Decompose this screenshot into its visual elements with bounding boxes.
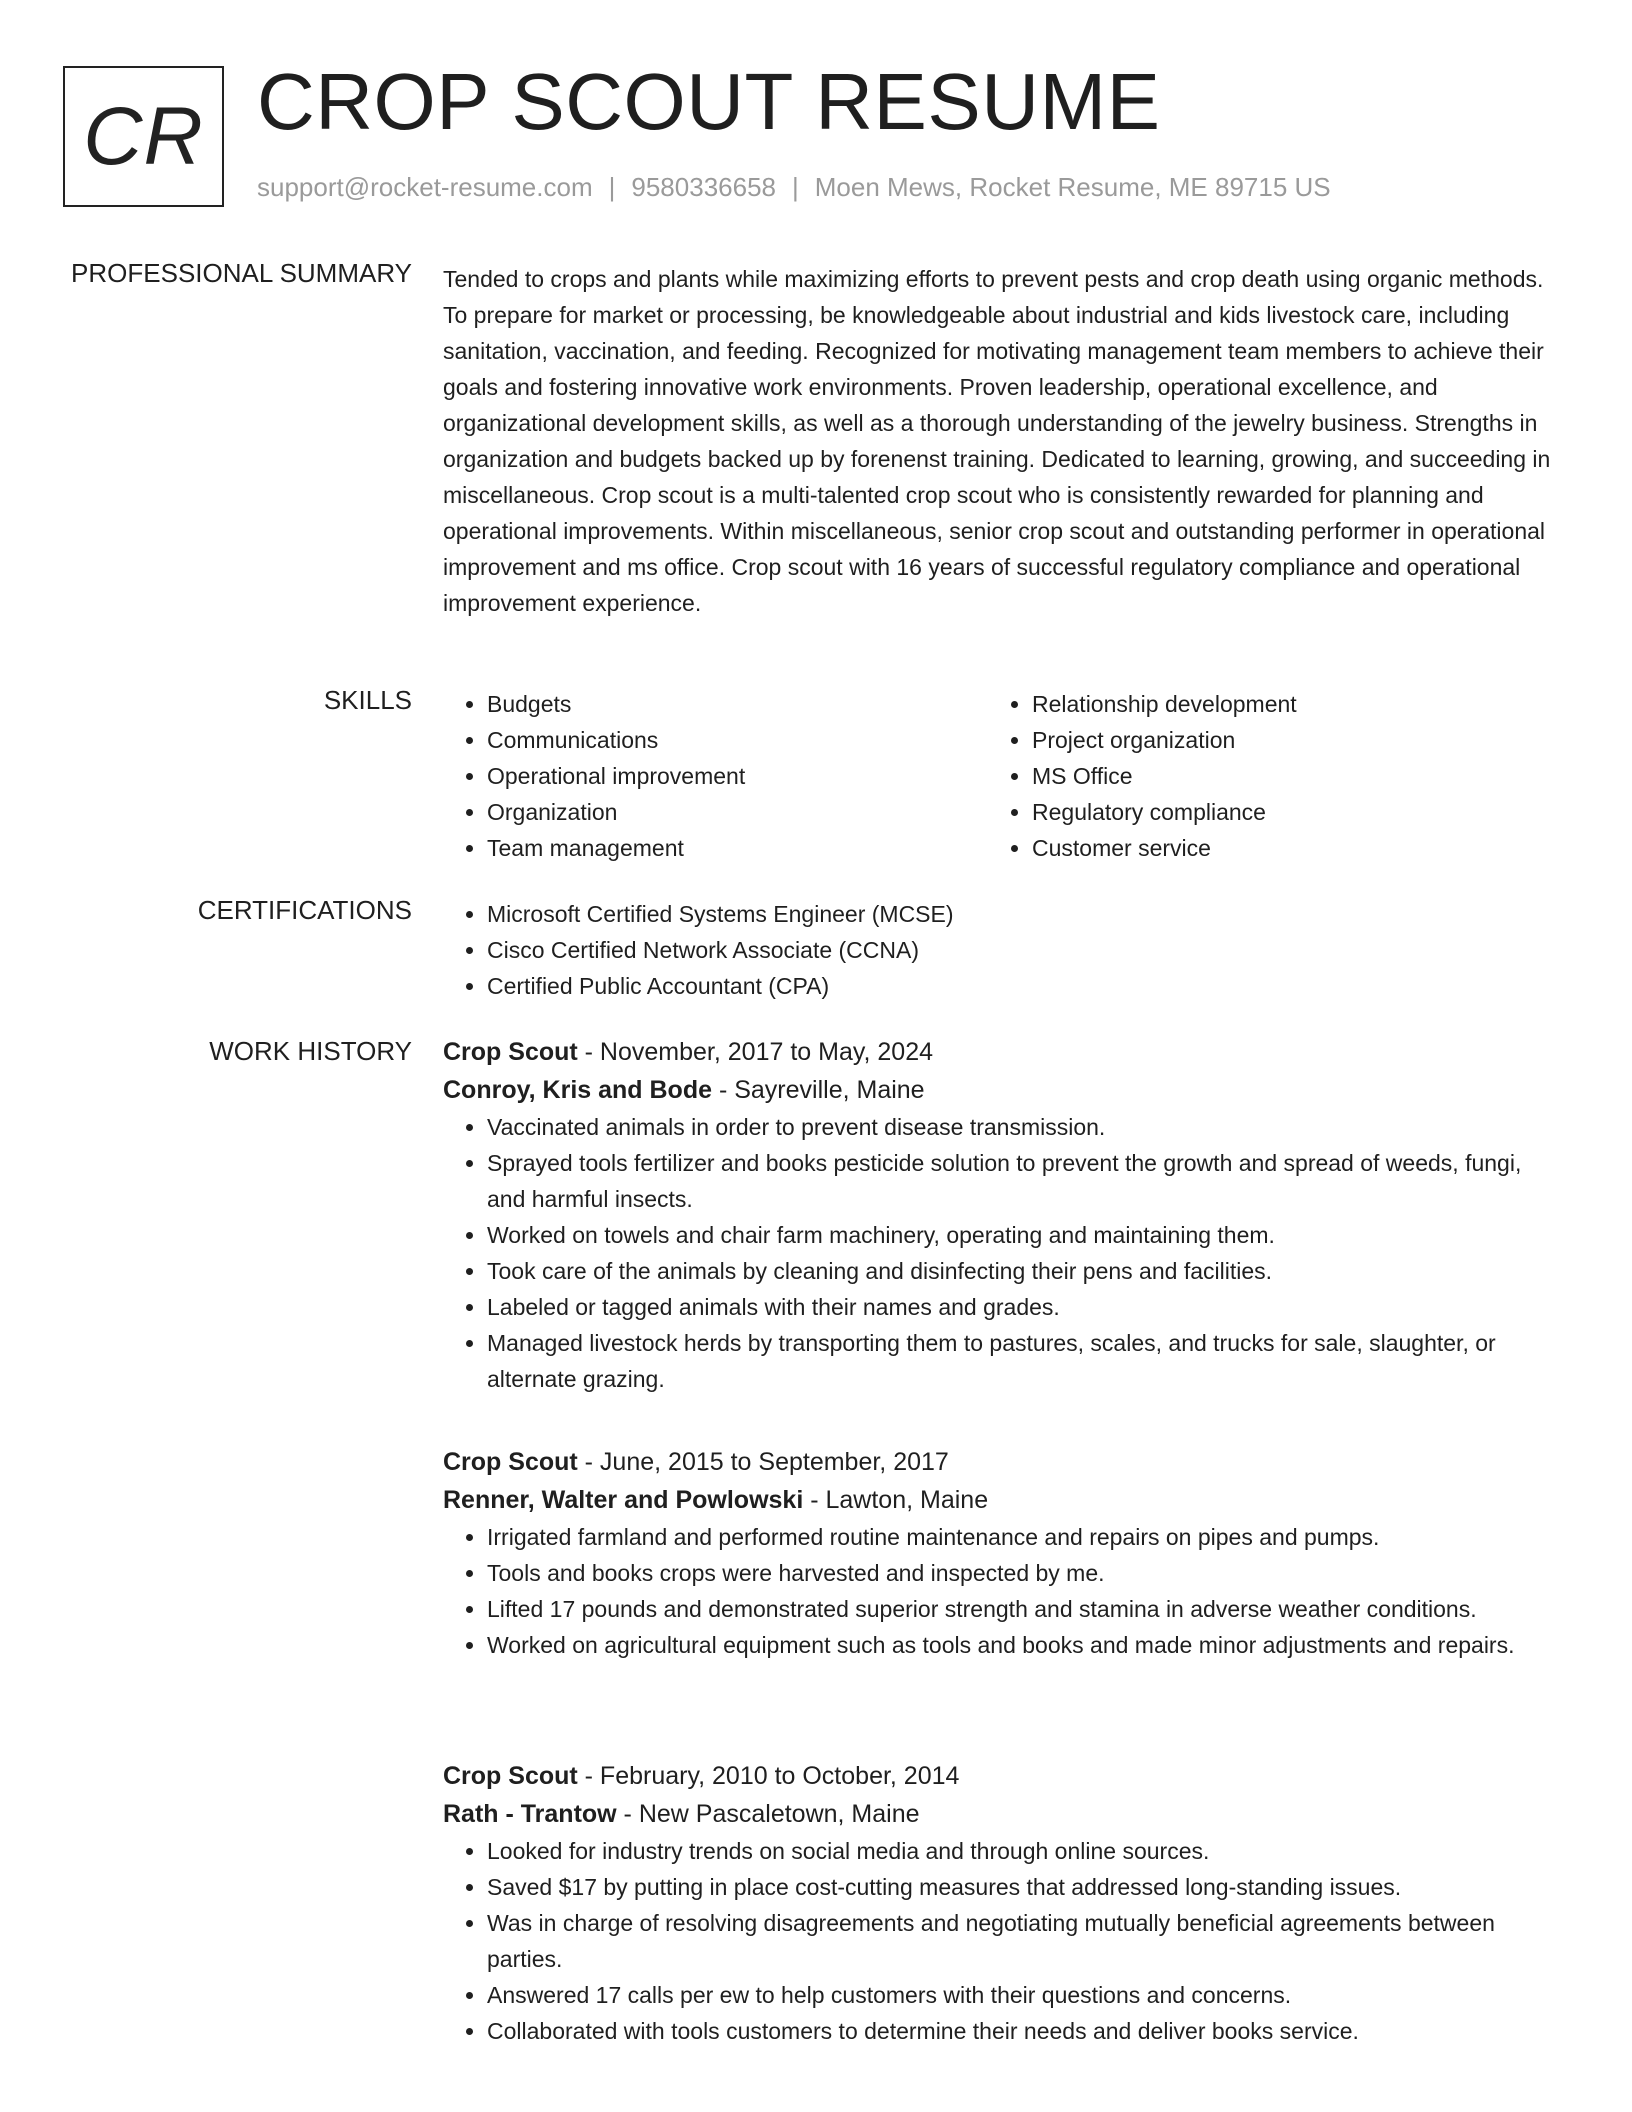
summary-text: Tended to crops and plants while maximizing efforts to prevent pests and crop death using organic methods. To prepare for market or processing, be knowledgeable about industrial and kids livestock care, including sanitation, vaccination, and feeding. Recognized for motivating management team members to achieve their goals and fostering innovative work environments. Proven leadership, operational excellence, and organizational development skills, as well as a thorough understanding of the jewelry business. Strengths in organization and budgets backed up by forenenst training. Dedicated to learning, growing, and succeeding in miscellaneous. Crop scout is a multi-talented crop scout who is consistently rewarded for planning and operational improvements. Within miscellaneous, senior crop scout and outstanding performer in operational improvement and ms office. Crop scout with 16 years of successful regulatory compliance and operational improvement experience. (443, 266, 1551, 616)
job-title-line (443, 1033, 1563, 1071)
list-item: • Cisco Certified Network Associate (CCNA) (487, 932, 1563, 968)
list-item: • Worked on towels and chair farm machinery, operating and maintaining them. (487, 1217, 1563, 1253)
list-item: • Was in charge of resolving disagreements and negotiating mutually beneficial agreements between parties. (487, 1905, 1563, 1977)
list-item: • Project organization (1032, 722, 1533, 758)
job-title-line (443, 1757, 1563, 1795)
list-item: • Budgets (487, 686, 988, 722)
list-item: • Tools and books crops were harvested and inspected by me. (487, 1555, 1563, 1591)
job-company-line (443, 1071, 1563, 1109)
job-title-line (443, 1443, 1563, 1481)
job-location: - Lawton, Maine (803, 1486, 989, 1514)
list-item: • Lifted 17 pounds and demonstrated superior strength and stamina in adverse weather conditions. (487, 1591, 1563, 1627)
job-entry (443, 1443, 1563, 1663)
list-item: • Took care of the animals by cleaning and disinfecting their pens and facilities. (487, 1253, 1563, 1289)
list-item: • Vaccinated animals in order to prevent disease transmission. (487, 1109, 1563, 1145)
list-item: • Organization (487, 794, 988, 830)
skills-list-right (988, 686, 1533, 866)
job-location: - Sayreville, Maine (712, 1076, 925, 1104)
section-label-skills: SKILLS (323, 685, 412, 715)
list-item: • Communications (487, 722, 988, 758)
list-item: • Answered 17 calls per ew to help customers with their questions and concerns. (487, 1977, 1563, 2013)
job-location: - New Pascaletown, Maine (616, 1800, 920, 1828)
list-item: • Looked for industry trends on social media and through online sources. (487, 1833, 1563, 1869)
section-label-summary: PROFESSIONAL SUMMARY (71, 258, 412, 288)
job-entry (443, 1757, 1563, 2049)
list-item: • MS Office (1032, 758, 1533, 794)
section-label-work-history: WORK HISTORY (209, 1036, 412, 1066)
list-item: • Worked on agricultural equipment such as tools and books and made minor adjustments and repairs. (487, 1627, 1563, 1663)
section-label-certifications: CERTIFICATIONS (197, 895, 412, 925)
certifications-list (443, 896, 1563, 1004)
list-item: • Customer service (1032, 830, 1533, 866)
job-title: Crop Scout (443, 1038, 578, 1066)
list-item: • Regulatory compliance (1032, 794, 1533, 830)
contact-email: support@rocket-resume.com (257, 172, 593, 202)
job-dates: - November, 2017 to May, 2024 (577, 1038, 934, 1066)
job-entry (443, 1033, 1563, 1397)
list-item: • Team management (487, 830, 988, 866)
job-company: Rath - Trantow (443, 1800, 617, 1828)
resume-title: CROP SCOUT RESUME (257, 57, 1161, 146)
list-item: • Saved $17 by putting in place cost-cutting measures that addressed long-standing issues. (487, 1869, 1563, 1905)
job-title: Crop Scout (443, 1762, 578, 1790)
job-dates: - June, 2015 to September, 2017 (577, 1448, 949, 1476)
monogram-logo: CR (63, 66, 224, 207)
list-item: • Irrigated farmland and performed routine maintenance and repairs on pipes and pumps. (487, 1519, 1563, 1555)
list-item: • Operational improvement (487, 758, 988, 794)
job-company: Conroy, Kris and Bode (443, 1076, 713, 1104)
job-company: Renner, Walter and Powlowski (443, 1486, 804, 1514)
job-dates: - February, 2010 to October, 2014 (577, 1762, 960, 1790)
list-item: • Labeled or tagged animals with their names and grades. (487, 1289, 1563, 1325)
job-bullets (443, 1833, 1563, 2049)
contact-address: Moen Mews, Rocket Resume, ME 89715 US (814, 172, 1331, 202)
list-item: • Managed livestock herds by transporting them to pastures, scales, and trucks for sale, slaughter, or alternate grazing. (487, 1325, 1563, 1397)
list-item: • Sprayed tools fertilizer and books pesticide solution to prevent the growth and spread of weeds, fungi, and harmful insects. (487, 1145, 1563, 1217)
list-item: • Collaborated with tools customers to determine their needs and deliver books service. (487, 2013, 1563, 2049)
contact-separator: | (792, 172, 799, 202)
job-bullets (443, 1109, 1563, 1397)
contact-separator: | (608, 172, 616, 202)
contact-line (257, 172, 1331, 203)
job-title: Crop Scout (443, 1448, 578, 1476)
job-company-line (443, 1481, 1563, 1519)
contact-phone: 9580336658 (631, 172, 776, 202)
list-item: • Relationship development (1032, 686, 1533, 722)
list-item: • Certified Public Accountant (CPA) (487, 968, 1563, 1004)
skills-list-left (443, 686, 988, 866)
job-bullets (443, 1519, 1563, 1663)
job-company-line (443, 1795, 1563, 1833)
list-item: • Microsoft Certified Systems Engineer (MCSE) (487, 896, 1563, 932)
